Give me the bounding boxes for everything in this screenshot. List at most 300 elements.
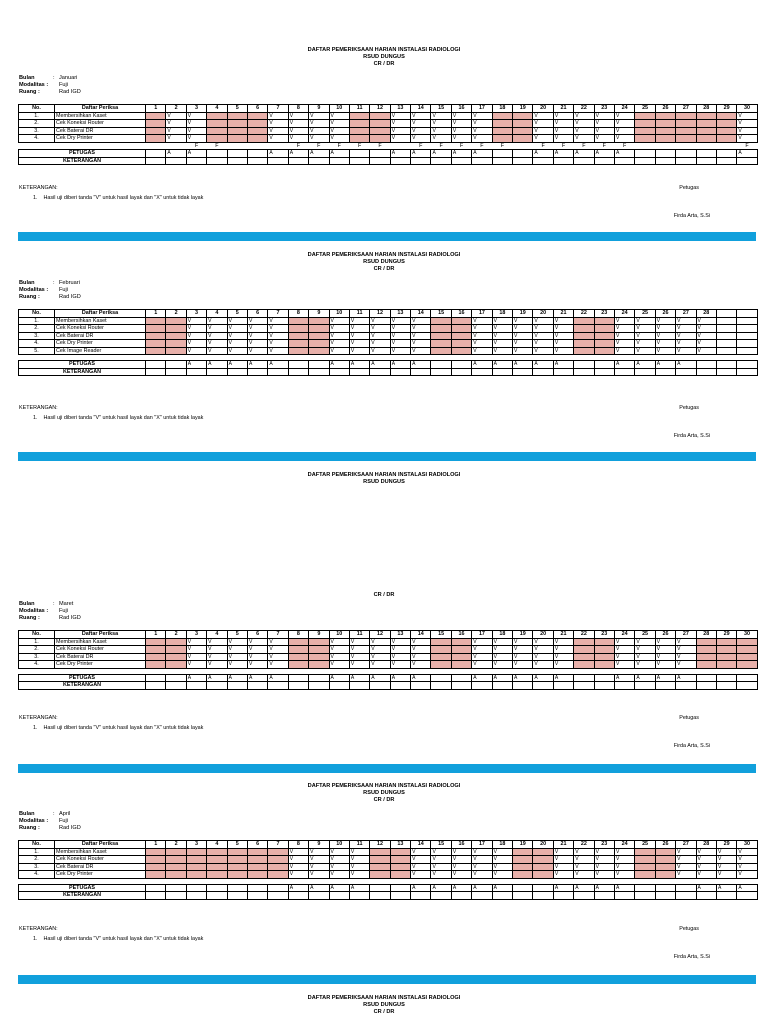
check-cell: V [329,120,349,128]
doc-subtitle: RSUD DUNGUS [363,54,405,60]
check-cell: V [676,317,696,325]
check-cell [676,112,696,120]
modalitas-value: Fuji [59,287,69,294]
check-cell: V [166,112,186,120]
check-cell [655,120,675,128]
check-cell: V [594,856,614,864]
check-cell [146,112,166,120]
petugas-row [19,361,758,369]
checklist-table [18,104,758,165]
spacer-cell: F [349,142,369,150]
check-cell [288,317,308,325]
check-cell [676,135,696,143]
day-header: 16 [451,841,471,849]
row-number: 4. [19,871,55,879]
check-cell: V [594,863,614,871]
check-cell: V [635,317,655,325]
check-cell: V [696,863,716,871]
spacer-cell: F [472,142,492,150]
table-row [19,120,758,128]
check-cell [207,127,227,135]
keterangan-cell [655,892,675,900]
check-cell: V [614,871,634,879]
check-cell: V [349,848,369,856]
check-cell: V [594,127,614,135]
check-cell: V [533,347,553,355]
day-header: 21 [553,310,573,318]
day-header: 20 [533,631,553,639]
check-cell [737,646,757,654]
check-cell: V [655,347,675,355]
check-cell [288,638,308,646]
day-header: 15 [431,310,451,318]
check-cell: V [614,863,634,871]
keterangan-cell [309,157,329,165]
task-label: Cek Baterai DR [55,127,146,135]
check-cell: V [513,332,533,340]
check-cell: V [288,848,308,856]
check-cell [716,661,736,669]
day-header: 30 [737,631,757,639]
section-divider [18,452,756,461]
check-cell: V [635,347,655,355]
col-header-no: No. [19,105,55,113]
check-cell [227,135,247,143]
check-cell [574,661,594,669]
petugas-cell [696,361,716,369]
check-cell [288,653,308,661]
petugas-cell [268,884,288,892]
check-cell [594,661,614,669]
keterangan-cell [614,368,634,376]
check-cell: V [614,325,634,333]
check-cell: V [207,661,227,669]
check-cell [146,317,166,325]
check-cell: V [553,127,573,135]
row-number: 5. [19,347,55,355]
check-cell [146,653,166,661]
check-cell: V [349,340,369,348]
check-cell: V [370,653,390,661]
check-cell [309,653,329,661]
check-cell [227,112,247,120]
check-cell: V [614,112,634,120]
check-cell: V [186,653,206,661]
check-cell [166,340,186,348]
check-cell: V [533,332,553,340]
check-cell: V [207,347,227,355]
petugas-cell [370,150,390,158]
check-cell [635,135,655,143]
petugas-cell [635,884,655,892]
day-header: 25 [635,841,655,849]
check-cell [431,646,451,654]
petugas-cell: A [655,361,675,369]
keterangan-cell [737,892,757,900]
note-text: 1. Hasil uji diberi tanda "V" untuk hasil layak dan "X" untuk tidak layak [33,725,204,731]
keterangan-cell [309,892,329,900]
check-cell: V [513,646,533,654]
check-cell: V [186,638,206,646]
check-cell [594,325,614,333]
sign-name: Firda Arta, S.Si [673,213,710,219]
check-cell [247,863,267,871]
check-cell: V [411,653,431,661]
check-cell: V [655,661,675,669]
check-cell [451,325,471,333]
keterangan-row [19,368,758,376]
check-cell: V [166,120,186,128]
day-header: 25 [635,631,655,639]
day-header: 19 [513,310,533,318]
keterangan-cell [655,682,675,690]
check-cell: V [492,848,512,856]
keterangan-cell [349,892,369,900]
keterangan-cell [268,157,288,165]
check-cell [716,135,736,143]
keterangan-cell [533,682,553,690]
spacer-cell [676,142,696,150]
petugas-cell: A [451,150,471,158]
check-cell: V [431,120,451,128]
day-header: 1 [146,631,166,639]
day-header: 6 [247,310,267,318]
check-cell: V [186,127,206,135]
keterangan-cell [676,682,696,690]
day-header: 18 [492,310,512,318]
doc-modality: CR / DR [373,266,395,272]
keterangan-cell [614,157,634,165]
check-cell: V [329,332,349,340]
petugas-cell: A [186,150,206,158]
check-cell: V [329,347,349,355]
petugas-cell: A [227,674,247,682]
table-row [19,871,758,879]
petugas-cell: A [737,150,757,158]
check-cell: V [166,135,186,143]
day-header: 11 [349,310,369,318]
petugas-cell [594,361,614,369]
day-header: 11 [349,631,369,639]
day-header: 28 [696,631,716,639]
day-header: 23 [594,105,614,113]
table-row [19,317,758,325]
check-cell: V [390,646,410,654]
day-header: 21 [553,105,573,113]
spacer-cell [227,142,247,150]
day-header: 16 [451,310,471,318]
keterangan-cell [594,157,614,165]
day-header: 2 [166,105,186,113]
check-cell [309,646,329,654]
note-text: 1. Hasil uji diberi tanda "V" untuk hasil layak dan "X" untuk tidak layak [33,195,204,201]
check-cell [146,120,166,128]
check-cell [492,120,512,128]
check-cell: V [370,661,390,669]
spacer-cell: F [370,142,390,150]
petugas-cell: A [614,361,634,369]
check-cell: V [676,332,696,340]
spacer-cell: F [614,142,634,150]
check-cell: V [247,340,267,348]
check-cell [247,120,267,128]
check-cell: V [737,112,757,120]
check-cell: V [553,856,573,864]
petugas-cell: A [451,884,471,892]
check-cell: V [635,646,655,654]
check-cell [513,848,533,856]
table-row [19,135,758,143]
day-header: 17 [472,105,492,113]
check-cell [655,871,675,879]
spacer-cell: F [431,142,451,150]
check-cell: V [472,871,492,879]
check-cell: V [207,340,227,348]
petugas-cell: A [472,884,492,892]
keterangan-cell [696,368,716,376]
day-header: 10 [329,310,349,318]
check-cell: V [451,871,471,879]
row-number: 2. [19,646,55,654]
check-cell [737,317,757,325]
check-cell [166,317,186,325]
check-cell: V [247,317,267,325]
check-cell: V [349,863,369,871]
day-header: 11 [349,105,369,113]
day-header: 21 [553,631,573,639]
check-cell: V [411,848,431,856]
keterangan-cell [309,368,329,376]
spacer-cell: F [737,142,757,150]
check-cell: V [635,638,655,646]
check-cell [451,340,471,348]
day-header: 8 [288,841,308,849]
check-cell: V [513,661,533,669]
check-cell [207,863,227,871]
keterangan-cell [513,892,533,900]
keterangan-cell [492,682,512,690]
spacer-cell: F [309,142,329,150]
row-number: 4. [19,135,55,143]
check-cell: V [737,848,757,856]
section-divider [18,764,756,773]
keterangan-cell [288,892,308,900]
keterangan-cell [207,892,227,900]
day-header: 19 [513,105,533,113]
petugas-cell: A [329,884,349,892]
row-number: 3. [19,863,55,871]
check-cell: V [411,112,431,120]
check-cell: V [614,340,634,348]
check-cell [146,871,166,879]
check-cell: V [431,848,451,856]
check-cell: V [227,638,247,646]
check-cell [574,653,594,661]
col-header-daftar: Daftar Periksa [55,310,146,318]
check-cell [227,127,247,135]
check-cell: V [492,871,512,879]
check-cell: V [349,871,369,879]
petugas-cell [166,361,186,369]
check-cell [166,646,186,654]
check-cell: V [268,127,288,135]
check-cell [451,646,471,654]
check-cell: V [411,135,431,143]
day-header: 12 [370,105,390,113]
petugas-cell [574,361,594,369]
keterangan-label: KETERANGAN: [19,926,58,932]
check-cell [146,325,166,333]
check-cell: V [411,863,431,871]
check-cell: V [574,120,594,128]
check-cell [390,871,410,879]
petugas-cell: A [594,884,614,892]
petugas-cell: A [349,884,369,892]
row-number: 2. [19,120,55,128]
day-header: 30 [737,105,757,113]
check-cell: V [696,871,716,879]
petugas-label: PETUGAS [19,884,146,892]
check-cell: V [492,863,512,871]
section-divider [18,975,756,984]
check-cell [288,325,308,333]
check-cell [166,848,186,856]
check-cell: V [390,347,410,355]
check-cell [574,638,594,646]
check-cell: V [349,856,369,864]
doc-title: DAFTAR PEMERIKSAAN HARIAN INSTALASI RADIOLOGI [307,472,461,478]
check-cell: V [370,347,390,355]
check-cell: V [472,848,492,856]
petugas-cell: A [268,150,288,158]
row-number: 2. [19,325,55,333]
check-cell [166,653,186,661]
check-cell [247,127,267,135]
keterangan-cell [533,157,553,165]
keterangan-cell [472,682,492,690]
petugas-cell [349,150,369,158]
petugas-cell [574,674,594,682]
petugas-cell: A [227,361,247,369]
check-cell [207,112,227,120]
sign-name: Firda Arta, S.Si [673,433,710,439]
petugas-cell [716,674,736,682]
check-cell: V [533,340,553,348]
checklist-table [18,630,758,690]
petugas-cell: A [390,150,410,158]
check-cell: V [288,120,308,128]
check-cell: V [492,347,512,355]
petugas-cell: A [553,150,573,158]
check-cell [207,135,227,143]
petugas-cell [431,674,451,682]
check-cell: V [390,332,410,340]
bulan-value: Maret [59,601,74,607]
check-cell: V [635,661,655,669]
keterangan-row-label: KETERANGAN [19,157,146,165]
petugas-cell: A [431,150,451,158]
check-cell [513,863,533,871]
petugas-cell [207,884,227,892]
check-cell: V [268,661,288,669]
petugas-cell [227,884,247,892]
check-cell: V [186,646,206,654]
petugas-cell: A [268,361,288,369]
keterangan-cell [472,157,492,165]
petugas-cell: A [533,150,553,158]
check-cell: V [594,112,614,120]
keterangan-cell [472,892,492,900]
row-number: 3. [19,332,55,340]
day-header: 17 [472,631,492,639]
table-row [19,638,758,646]
check-cell: V [186,347,206,355]
check-cell: V [268,347,288,355]
day-header: 4 [207,631,227,639]
petugas-cell [716,361,736,369]
petugas-cell [513,884,533,892]
check-cell: V [186,135,206,143]
check-cell [635,127,655,135]
keterangan-row-label: KETERANGAN [19,682,146,690]
check-cell: V [411,646,431,654]
meta-block: Bulan : Maret Modalitas : Fuji Ruang : Rad IGD [19,601,81,622]
keterangan-cell [574,682,594,690]
checklist-table [18,840,758,900]
petugas-cell: A [329,150,349,158]
table-row [19,347,758,355]
modalitas-value: Fuji [59,818,69,825]
doc-title: DAFTAR PEMERIKSAAN HARIAN INSTALASI RADIOLOGI [307,783,461,789]
check-cell [370,135,390,143]
petugas-cell [227,150,247,158]
day-header: 26 [655,105,675,113]
keterangan-cell [513,157,533,165]
task-label: Cek Image Reader [55,347,146,355]
petugas-cell: A [411,884,431,892]
check-cell: V [390,120,410,128]
check-cell [431,332,451,340]
day-header: 20 [533,310,553,318]
check-cell: V [472,856,492,864]
keterangan-cell [146,892,166,900]
table-row [19,127,758,135]
keterangan-cell [227,682,247,690]
check-cell: V [349,646,369,654]
day-header: 7 [268,631,288,639]
sign-title: Petugas [679,185,699,191]
check-cell: V [614,661,634,669]
petugas-cell: A [411,674,431,682]
check-cell: V [614,653,634,661]
check-cell: V [227,653,247,661]
check-cell [716,325,736,333]
check-cell [451,653,471,661]
doc-subtitle: RSUD DUNGUS [363,1002,405,1008]
check-cell [492,135,512,143]
keterangan-cell [411,892,431,900]
petugas-cell: A [288,150,308,158]
check-cell [166,661,186,669]
check-cell [349,127,369,135]
petugas-cell: A [390,361,410,369]
check-cell [716,127,736,135]
petugas-label: PETUGAS [19,361,146,369]
check-cell: V [227,340,247,348]
petugas-cell: A [635,361,655,369]
meta-block: Bulan : Januari Modalitas : Fuji Ruang : Rad IGD [19,75,81,96]
check-cell [696,120,716,128]
